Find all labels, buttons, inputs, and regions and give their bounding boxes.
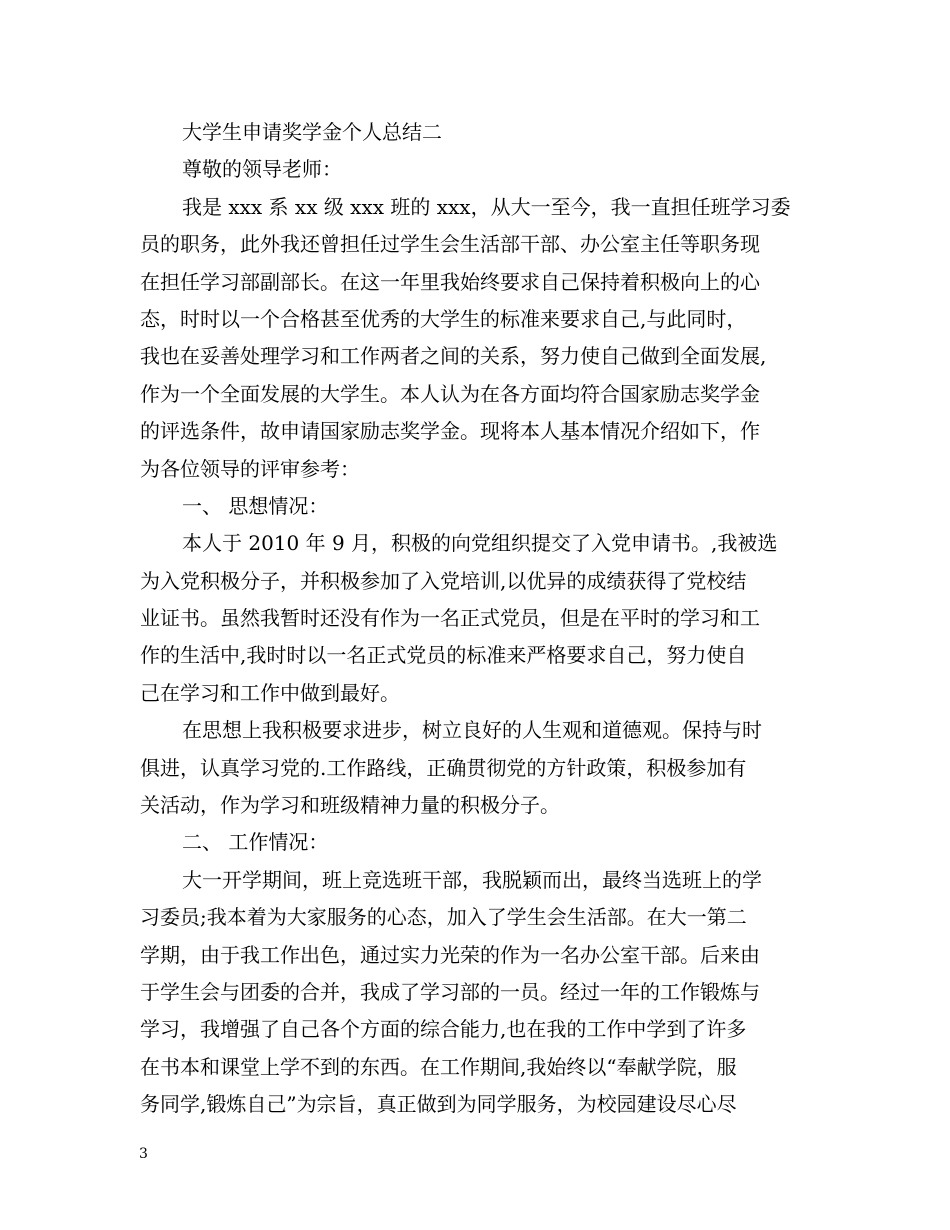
text-line: 作的生活中,我时时以一名正式党员的标准来严格要求自己，努力使自 xyxy=(140,643,747,668)
document-body xyxy=(140,114,825,1124)
text-line: 学习，我增强了自己各个方面的综合能力,也在我的工作中学到了许多 xyxy=(140,1017,747,1042)
text-line: 在担任学习部副部长。在这一年里我始终要求自己保持着积极向上的心 xyxy=(140,269,760,294)
text-line: 作为一个全面发展的大学生。本人认为在各方面均符合国家励志奖学金 xyxy=(140,381,760,406)
text-line: 本人于 2010 年 9 月，积极的向党组织提交了入党申请书。,我被选 xyxy=(182,531,778,556)
text-line: 习委员;我本着为大家服务的心态，加入了学生会生活部。在大一第二 xyxy=(140,905,747,930)
text-line: 态，时时以一个合格甚至优秀的大学生的标准来要求自己,与此同时， xyxy=(140,306,747,331)
section-heading-thoughts: 一、 思想情况： xyxy=(182,493,329,518)
page-number: 3 xyxy=(139,1146,148,1162)
text-line: 务同学,锻炼自己”为宗旨，真正做到为同学服务，为校园建设尽心尽 xyxy=(140,1092,737,1117)
text-line: 大一开学期间，班上竞选班干部，我脱颖而出，最终当选班上的学 xyxy=(182,867,762,892)
salutation: 尊敬的领导老师： xyxy=(182,157,342,182)
text-line: 关活动，作为学习和班级精神力量的积极分子。 xyxy=(140,793,560,818)
text-line: 己在学习和工作中做到最好。 xyxy=(140,680,400,705)
text-line: 学期，由于我工作出色，通过实力光荣的作为一名办公室干部。后来由 xyxy=(140,942,760,967)
text-line: 我是 xxx 系 xx 级 xxx 班的 xxx，从大一至今，我一直担任班学习委 xyxy=(182,194,791,219)
text-line: 员的职务，此外我还曾担任过学生会生活部干部、办公室主任等职务现 xyxy=(140,232,760,257)
text-line: 我也在妥善处理学习和工作两者之间的关系，努力使自己做到全面发展, xyxy=(140,344,767,369)
text-line: 于学生会与团委的合并，我成了学习部的一员。经过一年的工作锻炼与 xyxy=(140,979,760,1004)
section-heading-work: 二、 工作情况： xyxy=(182,830,329,855)
text-line: 为各位领导的评审参考： xyxy=(140,456,360,481)
text-line: 俱进，认真学习党的.工作路线，正确贯彻党的方针政策，积极参加有 xyxy=(140,755,747,780)
text-line: 在书本和课堂上学不到的东西。在工作期间,我始终以“奉献学院，服 xyxy=(140,1054,737,1079)
text-line: 为入党积极分子，并积极参加了入党培训,以优异的成绩获得了党校结 xyxy=(140,568,747,593)
text-line: 在思想上我积极要求进步，树立良好的人生观和道德观。保持与时 xyxy=(182,718,762,743)
document-title: 大学生申请奖学金个人总结二 xyxy=(182,120,442,144)
text-line: 的评选条件，故申请国家励志奖学金。现将本人基本情况介绍如下，作 xyxy=(140,419,760,444)
text-line: 业证书。虽然我暂时还没有作为一名正式党员，但是在平时的学习和工 xyxy=(140,606,760,631)
